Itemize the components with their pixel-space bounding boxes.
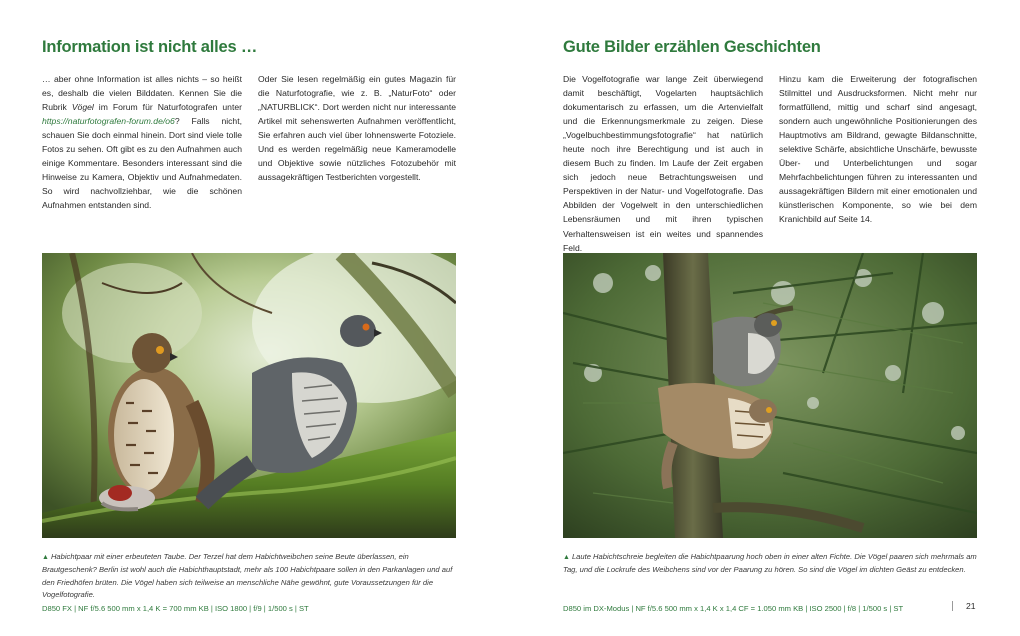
- left-col1-rubrik: Vögel: [71, 102, 94, 113]
- goshawk-pair-illustration: [42, 253, 456, 538]
- page-number: 21: [966, 601, 976, 611]
- goshawk-pair-photo: [42, 253, 456, 538]
- goshawk-mating-photo: [563, 253, 977, 538]
- right-caption: [563, 551, 977, 577]
- left-camera-settings: D850 FX | NF f/5.6 500 mm x 1,4 K = 700 mm KB | ISO 1800 | f/9 | 1/500 s | ST: [42, 604, 309, 613]
- left-column-2: Oder Sie lesen regelmäßig ein gutes Magazin für die Naturfotografie, wie z. B. „NaturFoto“ oder „NATURBLICK“. Dort werden nicht nur interessante Artikel mit sehenswerten Aufnahmen veröffentlicht, Sie erfahren auch viel über lohnenswerte Fotoziele. Und es werden regelmäßig neue Kameramodelle und Objektive sowie nützliches Fotozubehör mit aussagekräftigen Testberichten vorgestellt.: [258, 74, 456, 183]
- left-caption-text: Habichtpaar mit einer erbeuteten Taube. Der Terzel hat dem Habichtweibchen seine Beute überlassen, ein Brautgeschenk? Berlin ist wohl auch die Habichthauptstadt, mehr als 100 Habichtpaare sollen in den Parkanlagen und auf den Friedhöfen brüten. Die Vögel haben sich teilweise an menschliche Nähe gewöhnt, gute Voraussetzungen für die Vogelfotografie.: [42, 552, 453, 600]
- left-column-1: [42, 72, 242, 212]
- caption-marker-icon: ▲: [42, 554, 49, 561]
- caption-marker-icon: ▲: [563, 554, 570, 561]
- right-camera-settings: D850 im DX-Modus | NF f/5.6 500 mm x 1,4 K x 1,4 CF = 1.050 mm KB | ISO 2500 | f/8 | 1/500 s | ST: [563, 604, 904, 613]
- forum-link[interactable]: https://naturfotografen-forum.de/o6: [42, 116, 175, 127]
- left-col1-text-2: im Forum für Naturfotografen unter: [93, 102, 242, 113]
- right-heading: Gute Bilder erzählen Geschichten: [563, 38, 821, 56]
- right-column-2: Hinzu kam die Erweiterung der fotografischen Stilmittel und Ausdrucksformen. Nicht mehr nur formatfüllend, mittig und scharf sind angesagt, sondern auch ungewöhnliche Positionierungen des Hauptmotivs am Bildrand, gewagte Bildanschnitte, selektive Schärfe, absichtliche Unschärfe, bewusste Über- und Unterbelichtungen und sogar Mehrfachbelichtungen führen zu interessanten und aussagekräftigen Bildern mit einer emotionalen und künstlerischen Komponente, so wie bei dem Kranichbild auf Seite 14.: [779, 74, 977, 225]
- left-col1-text-3: ? Falls nicht, schauen Sie doch einmal hinein. Dort sind viele tolle Fotos zu sehen. Oft gibt es zu den Aufnahmen auch einige Kommentare. Besonders interessant sind die Hinweise zu Kamera, Objektiv und Aufnahmedaten. So wird nachvollziehbar, wie die schönen Aufnahmen entstanden sind.: [42, 116, 242, 211]
- page-number-divider: [952, 601, 953, 611]
- right-caption-text: Laute Habichtschreie begleiten die Habichtpaarung hoch oben in einer alten Fichte. Die Vögel paaren sich mehrmals am Tag, und die Lockrufe des Weibchens sind vor der Paarung zu hören. So sind die Vögel im dichten Geäst zu entdecken.: [563, 552, 977, 575]
- left-col1-text-1: … aber ohne Information ist alles nichts – so heißt es, deshalb die vielen Bilddaten. Kennen Sie die Rubrik: [42, 74, 242, 113]
- right-column-1: Die Vogelfotografie war lange Zeit überwiegend damit beschäftigt, Vogelarten hauptsächlich dokumentarisch zu erfassen, um die Artenvielfalt und die Erkennungsmerkmale zu zeigen. Diese „Vogelbuchbestimmungsfotografie“ hat natürlich heute noch ihre Berechtigung und ist auch in diesem Buch zu finden. Im Laufe der Zeit ergaben sich jedoch neue Betrachtungsweisen und Perspektiven in der Natur- und Vogelfotografie. Das Abbilden der Vogelwelt in den unterschiedlichen Lebensräumen und mit ihren typischen Verhaltensweisen ist ein weites und spannendes Feld.: [563, 74, 763, 253]
- goshawk-mating-illustration: [563, 253, 977, 538]
- left-caption: [42, 551, 456, 602]
- left-heading: Information ist nicht alles …: [42, 38, 258, 56]
